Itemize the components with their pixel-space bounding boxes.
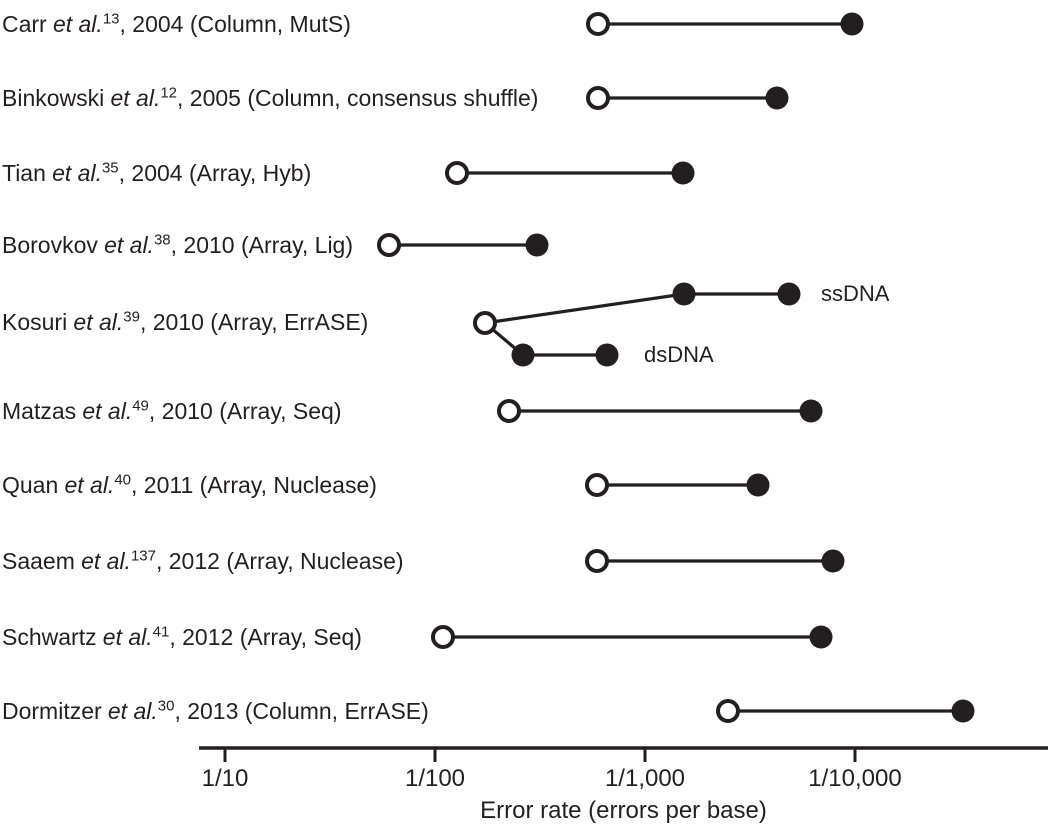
author-name: Schwartz (2, 624, 97, 650)
et-al: et al. (104, 232, 154, 258)
study-details: , 2004 (Column, MutS) (119, 11, 351, 37)
et-al: et al. (102, 624, 153, 650)
row-label (2, 306, 368, 338)
branch-label-ssdna: ssDNA (821, 281, 890, 306)
row-label (2, 8, 351, 40)
author-name: Carr (2, 11, 47, 37)
x-axis-tick-label: 1/100 (404, 765, 466, 792)
x-axis-tick-label: 1/10,000 (808, 765, 902, 792)
row-label (2, 157, 311, 189)
row-label (2, 229, 353, 261)
author-name: Tian (2, 160, 46, 186)
row-label (2, 82, 538, 114)
author-name: Binkowski (2, 85, 105, 111)
study-details: , 2005 (Column, consensus shuffle) (177, 85, 539, 111)
author-name: Dormitzer (2, 698, 102, 724)
study-details: , 2012 (Array, Nuclease) (155, 548, 404, 574)
et-al: et al. (110, 85, 161, 111)
reference-number: 49 (132, 397, 149, 415)
reference-number: 13 (102, 10, 120, 28)
row-label (2, 545, 404, 577)
study-details: , 2010 (Array, Seq) (148, 398, 342, 424)
study-details: , 2004 (Array, Hyb) (118, 160, 312, 186)
author-name: Kosuri (2, 309, 68, 335)
row-label (2, 621, 362, 653)
reference-number: 41 (152, 623, 170, 641)
reference-number: 30 (157, 697, 175, 715)
study-details: , 2012 (Array, Seq) (169, 624, 362, 650)
x-axis-tick-label: 1/1,000 (604, 765, 686, 792)
row-label (2, 695, 429, 727)
reference-number: 38 (153, 231, 171, 249)
reference-number: 39 (123, 308, 140, 326)
author-name: Saaem (2, 548, 75, 574)
et-al: et al. (52, 160, 102, 186)
et-al: et al. (107, 698, 158, 724)
reference-number: 40 (114, 471, 132, 489)
study-details: , 2010 (Array, Lig) (170, 232, 354, 258)
study-details: , 2013 (Column, ErrASE) (174, 698, 429, 724)
author-name: Borovkov (2, 232, 98, 258)
et-al: et al. (73, 309, 124, 335)
reference-number: 12 (160, 84, 178, 102)
study-details: , 2011 (Array, Nuclease) (131, 472, 377, 498)
row-label (2, 469, 377, 501)
author-name: Quan (2, 472, 59, 498)
et-al: et al. (82, 398, 133, 424)
reference-number: 35 (101, 159, 119, 177)
x-axis-tick-label: 1/10 (201, 765, 249, 792)
branch-label-dsdna: dsDNA (644, 342, 714, 367)
author-name: Matzas (2, 398, 77, 424)
study-details: , 2010 (Array, ErrASE) (139, 309, 369, 335)
et-al: et al. (81, 548, 131, 574)
reference-number: 137 (130, 547, 156, 565)
x-axis-title: Error rate (errors per base) (480, 797, 767, 824)
row-label (2, 395, 342, 427)
et-al: et al. (64, 472, 115, 498)
et-al: et al. (52, 11, 103, 37)
